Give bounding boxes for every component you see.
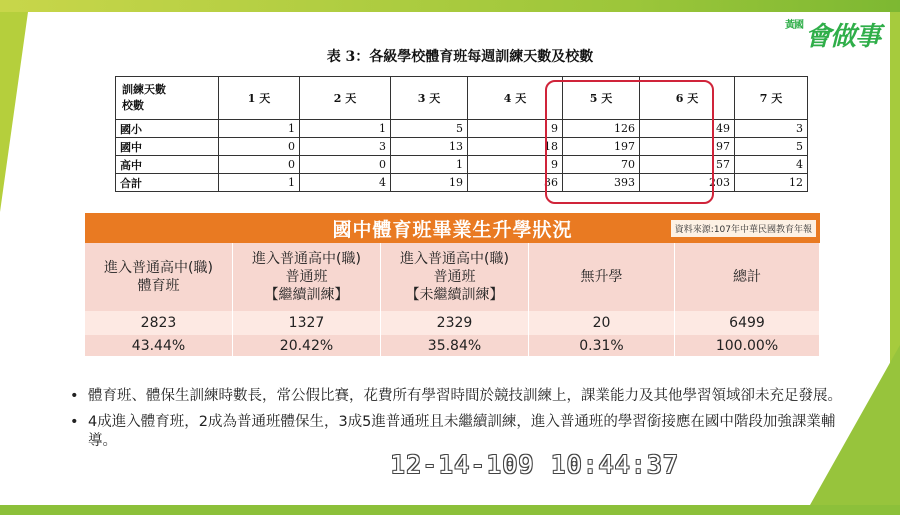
table-cell: 3 <box>300 138 391 156</box>
count-cell: 6499 <box>675 311 820 335</box>
timestamp-overlay: 12-14-109 10:44:37 <box>390 450 679 479</box>
list-item <box>70 413 850 451</box>
row-label: 合計 <box>116 174 219 192</box>
table-cell: 9 <box>468 156 563 174</box>
table-cell: 9 <box>468 120 563 138</box>
table-cell: 13 <box>391 138 468 156</box>
graduation-title: 國中體育班畢業生升學狀況 <box>332 219 573 241</box>
decorative-top-bar <box>0 0 900 12</box>
column-header: 7 天 <box>735 77 808 120</box>
count-cell: 2823 <box>85 311 233 335</box>
corner-cell: 訓練天數 校數 <box>116 77 219 120</box>
logo: $^{黃國}$會做事 <box>784 20 880 52</box>
graduation-header-bar <box>85 213 820 243</box>
bullet-icon: • <box>70 388 79 404</box>
column-header: 進入普通高中(職) 體育班 <box>85 243 233 311</box>
table-cell: 4 <box>300 174 391 192</box>
column-header: 3 天 <box>391 77 468 120</box>
table-cell: 12 <box>735 174 808 192</box>
list-item <box>70 387 850 406</box>
table-cell: 19 <box>391 174 468 192</box>
table-cell: 3 <box>735 120 808 138</box>
percent-cell: 43.44% <box>85 335 233 356</box>
table-cell: 197 <box>563 138 640 156</box>
count-cell: 1327 <box>233 311 381 335</box>
column-header: 4 天 <box>468 77 563 120</box>
row-label: 國中 <box>116 138 219 156</box>
table-cell: 57 <box>640 156 735 174</box>
table-cell: 1 <box>300 120 391 138</box>
table-cell: 36 <box>468 174 563 192</box>
decorative-left-triangle <box>0 12 28 212</box>
table-cell: 1 <box>391 156 468 174</box>
table-cell: 0 <box>219 156 300 174</box>
column-header: 進入普通高中(職) 普通班 【繼續訓練】 <box>233 243 381 311</box>
source-label: 資料來源:107年中華民國教育年報 <box>671 220 816 237</box>
table-cell: 49 <box>640 120 735 138</box>
table-cell: 393 <box>563 174 640 192</box>
row-label: 高中 <box>116 156 219 174</box>
table3-title: 表 3：各級學校體育班每週訓練天數及校數 <box>326 49 594 65</box>
highlight-circle-5-6-days <box>545 80 714 204</box>
table-cell: 203 <box>640 174 735 192</box>
percent-cell: 35.84% <box>381 335 529 356</box>
column-header: 5 天 <box>563 77 640 120</box>
bullet-text: 體育班、體保生訓練時數長，常公假比賽，花費所有學習時間於競技訓練上，課業能力及其他學習領域卻未充足發展。 <box>88 388 842 404</box>
table-cell: 0 <box>300 156 391 174</box>
table-cell: 1 <box>219 120 300 138</box>
table-cell: 97 <box>640 138 735 156</box>
table-cell: 1 <box>219 174 300 192</box>
table-cell: 18 <box>468 138 563 156</box>
bullet-icon: • <box>70 414 79 430</box>
bullet-list <box>70 387 850 458</box>
table-cell: 5 <box>391 120 468 138</box>
bullet-text: 4成進入體育班，2成為普通班體保生，3成5進普通班且未繼續訓練，進入普通班的學習銜接應在國中階段加強課業輔導。 <box>88 414 836 449</box>
column-header: 6 天 <box>640 77 735 120</box>
percent-cell: 0.31% <box>529 335 675 356</box>
count-cell: 2329 <box>381 311 529 335</box>
percent-cell: 20.42% <box>233 335 381 356</box>
column-header: 2 天 <box>300 77 391 120</box>
table-cell: 70 <box>563 156 640 174</box>
column-header: 1 天 <box>219 77 300 120</box>
table-cell: 0 <box>219 138 300 156</box>
row-label: 國小 <box>116 120 219 138</box>
column-header: 無升學 <box>529 243 675 311</box>
column-header: 進入普通高中(職) 普通班 【未繼續訓練】 <box>381 243 529 311</box>
graduation-table <box>85 243 820 356</box>
table-cell: 5 <box>735 138 808 156</box>
decorative-bottom-bar <box>0 505 900 515</box>
count-cell: 20 <box>529 311 675 335</box>
table-cell: 126 <box>563 120 640 138</box>
table-cell: 4 <box>735 156 808 174</box>
percent-cell: 100.00% <box>675 335 820 356</box>
column-header: 總計 <box>675 243 820 311</box>
